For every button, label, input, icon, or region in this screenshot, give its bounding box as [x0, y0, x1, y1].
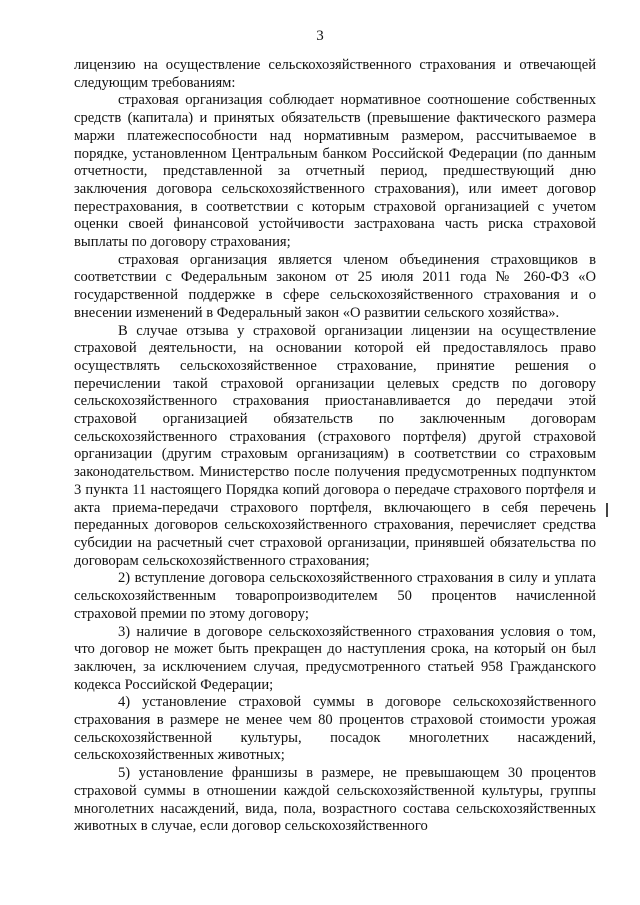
paragraph-license-revocation: В случае отзыва у страховой организации лицензии на осуществление страховой деятельности, на основании которой ей предоставлялось право осуществлять сельскохозяйственное страхование, принятие решения о перечислении такой страховой организации целевых средств по договору сельскохозяйственного страхования приостанавливается до передачи этой страховой организацией обязательств по заключенным договорам сельскохозяйственного страхования (страхового портфеля) другой страховой организации (другим страховым организациям) в соответствии со страховым законодательством. Министерство после получения предусмотренных подпунктом 3 пункта 11 настоящего Порядка копий договора о передаче страхового портфеля и акта приема-передачи страхового портфеля, включающего в себя перечень переданных договоров сельскохозяйственного страхования, перечисляет средства субсидии на расчетный счет страховой организации, принявшей обязательства по договорам сельскохозяйственного страхования; [74, 322, 596, 569]
paragraph-item-2: 2) вступление договора сельскохозяйственного страхования в силу и уплата сельскохозяйственным товаропроизводителем 50 процентов начисленной страховой премии по этому договору; [74, 570, 596, 622]
margin-mark [606, 503, 608, 517]
page-number: 3 [316, 28, 324, 44]
document-body [74, 57, 596, 836]
paragraph-continuation: лицензию на осуществление сельскохозяйственного страхования и отвечающей следующим требованиям: [74, 57, 596, 91]
paragraph-item-3: 3) наличие в договоре сельскохозяйственного страхования условия о том, что договор не может быть прекращен до наступления срока, на который он был заключен, за исключением случая, предусмотренного статьей 958 Гражданского кодекса Российской Федерации; [74, 623, 596, 693]
paragraph-item-4: 4) установление страховой суммы в договоре сельскохозяйственного страхования в размере не менее чем 80 процентов страховой стоимости урожая сельскохозяйственной культуры, посадок многолетних насаждений, сельскохозяйственных животных; [74, 694, 596, 764]
paragraph-solvency-requirement: страховая организация соблюдает нормативное соотношение собственных средств (капитала) и принятых обязательств (превышение фактического размера маржи платежеспособности над нормативным размером, рассчитываемое в порядке, установленном Центральным банком Российской Федерации (по данным отчетности, представленной за отчетный период, предшествующий дню заключения договора сельскохозяйственного страхования), или имеет договор перестрахования, в соответствии с которым страховой организацией с учетом оценки своей финансовой устойчивости застрахована часть риска страховой выплаты по договору страхования; [74, 92, 596, 251]
paragraph-insurers-association: страховая организация является членом объединения страховщиков в соответствии с Федеральным законом от 25 июля 2011 года № 260-ФЗ «О государственной поддержке в сфере сельскохозяйственного страхования и о внесении изменений в Федеральный закон «О развитии сельского хозяйства». [74, 251, 596, 321]
paragraph-item-5: 5) установление франшизы в размере, не превышающем 30 процентов страховой суммы в отношении каждой сельскохозяйственной культуры, группы многолетних насаждений, вида, пола, возрастного состава сельскохозяйственных животных в случае, если договор сельскохозяйственного [74, 765, 596, 835]
